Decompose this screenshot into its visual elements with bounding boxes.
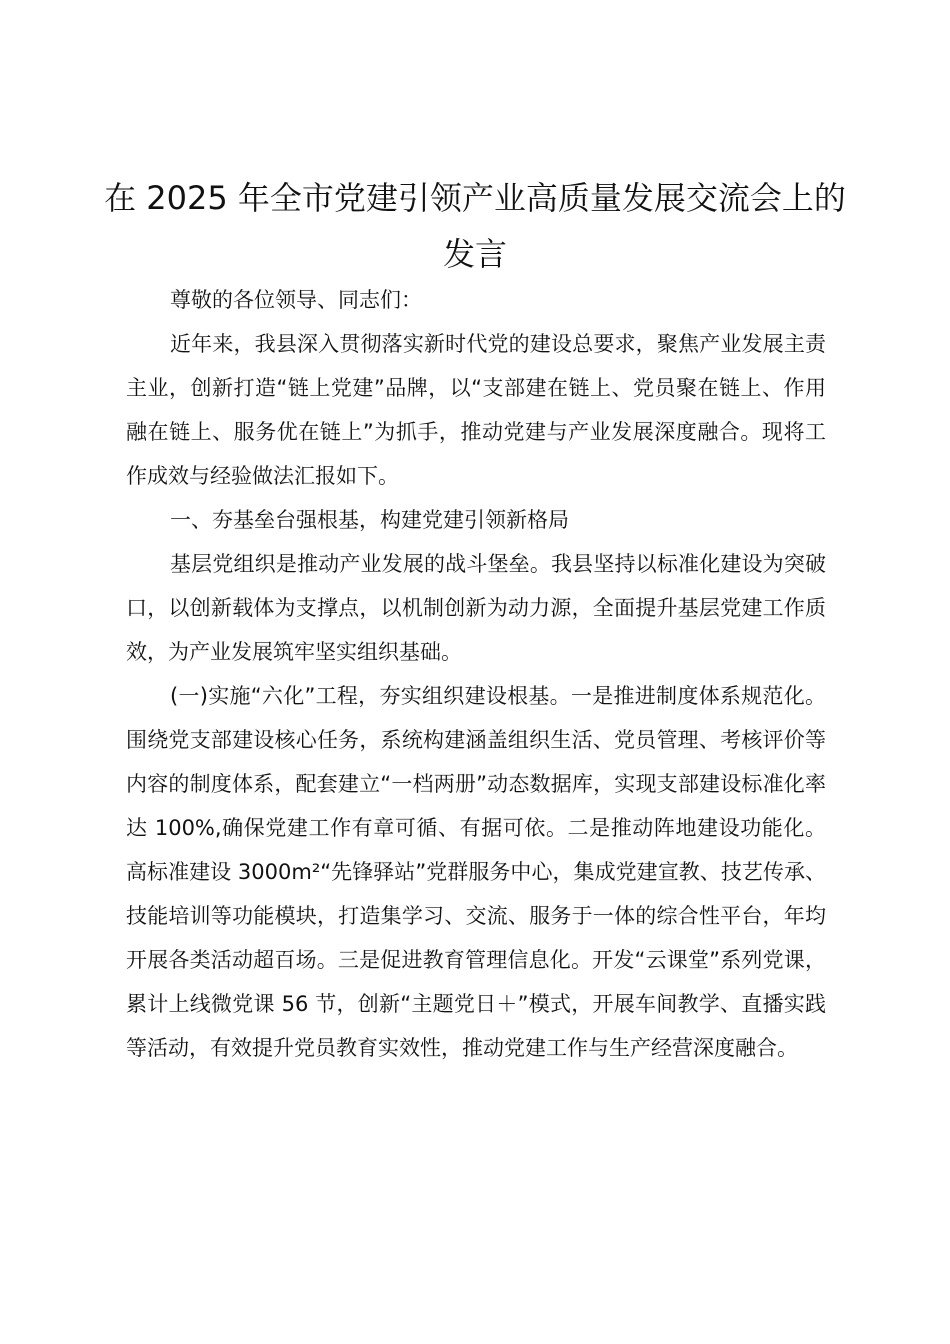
paragraph-section-1-intro: 基层党组织是推动产业发展的战斗堡垒。我县坚持以标准化建设为突破口，以创新载体为支撑点，以机制创新为动力源，全面提升基层党建工作质效，为产业发展筑牢坚实组织基础。 (126, 552, 826, 664)
paragraph-subsection-1: (一)实施“六化”工程，夯实组织建设根基。一是推进制度体系规范化。围绕党支部建设核心任务，系统构建涵盖组织生活、党员管理、考核评价等内容的制度体系，配套建立“一档两册”动态数据库，实现支部建设标准化率达 100%,确保党建工作有章可循、有据可依。二是推动阵地建设功能化。高标准建设 3000m²“先锋驿站”党群服务中心，集成党建宣教、技艺传承、技能培训等功能模块，打造集学习、交流、服务于一体的综合性平台，年均开展各类活动超百场。三是促进教育管理信息化。开发“云课堂”系列党课，累计上线微党课 56 节，创新“主题党日＋”模式，开展车间教学、直播实践等活动，有效提升党员教育实效性，推动党建工作与生产经营深度融合。 (126, 684, 826, 1060)
salutation: 尊敬的各位领导、同志们： (170, 288, 422, 312)
paragraph-intro: 近年来，我县深入贯彻落实新时代党的建设总要求，聚焦产业发展主责主业，创新打造“链上党建”品牌，以“支部建在链上、党员聚在链上、作用融在链上、服务优在链上”为抓手，推动党建与产业发展深度融合。现将工作成效与经验做法汇报如下。 (126, 332, 826, 488)
document-title: 在 2025 年全市党建引领产业高质量发展交流会上的发言 (104, 179, 846, 273)
document-body (126, 278, 826, 1070)
section-heading-1: 一、夯基垒台强根基，构建党建引领新格局 (170, 508, 569, 532)
